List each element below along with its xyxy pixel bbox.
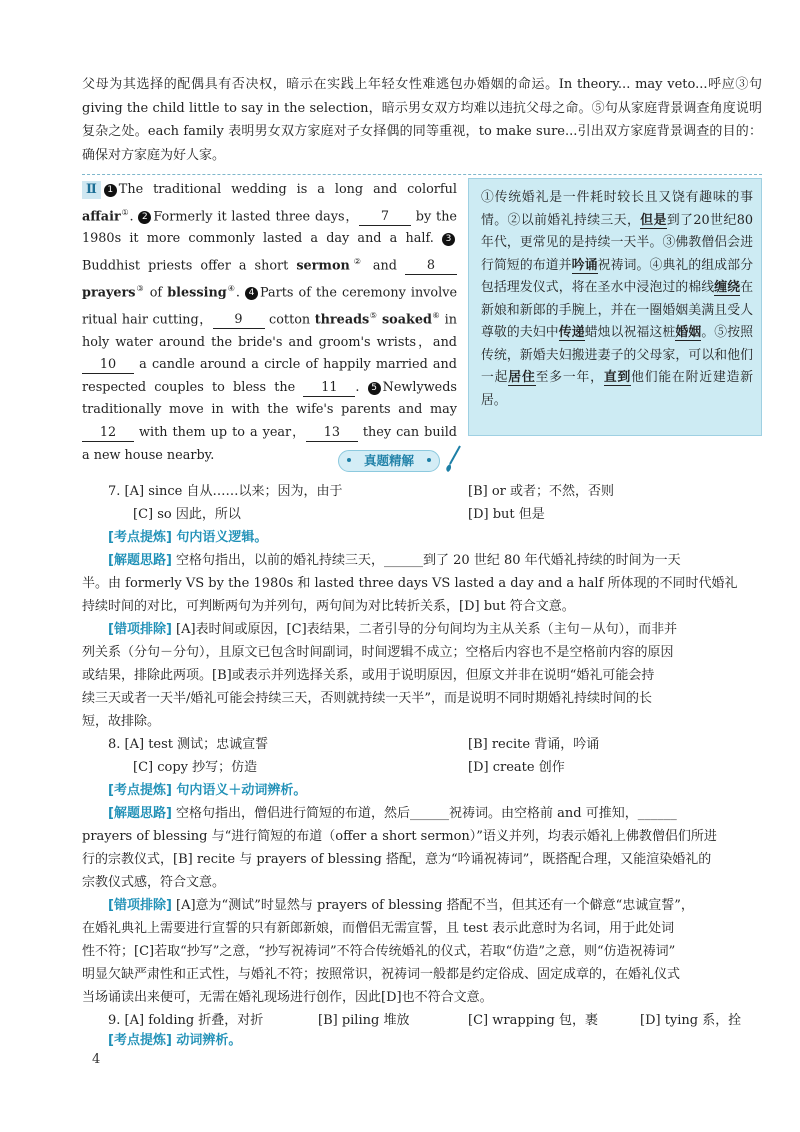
q8-key-point [108, 780, 306, 802]
answer-highlight-7: 但是 [640, 212, 667, 228]
solution-text: 空格句指出，僧侣进行简短的布道，然后______祝祷词。由空格前 and 可推知，______ [171, 806, 677, 821]
tag-label: [考点提炼] [108, 530, 172, 545]
sentence-4-end: a candle around a circle of happily married and respected couples to bless the [82, 357, 457, 395]
q8-elimination-line: 在婚礼典礼上需要进行宣誓的只有新郎新娘，而僧侣无需宣誓，且 test 表示此意时为名词，用于此处词 [82, 921, 675, 936]
sentence-5: Newlyweds traditionally move in with the wife's parents and may [82, 379, 457, 418]
answer-highlight-13: 直到 [603, 370, 632, 385]
q7-solution-line: 持续时间的对比，可判断两句为并列句，两句间为对比转折关系，[D] but 符合文意。 [82, 599, 575, 614]
answer-highlight-10: 传递 [558, 325, 585, 340]
sentence-marker-3: 3 [442, 233, 455, 246]
q8-option-a: 8. [A] test 测试；忠诚宣誓 [108, 737, 269, 752]
q8-elimination-line: 当场诵读出来便可，无需在婚礼现场进行创作，因此[D]也不符合文意。 [82, 990, 493, 1005]
q8-solution-line: prayers of blessing 与“进行简短的布道（offer a short sermon）”语义并列，均表示婚礼上佛教僧侣们所进 [82, 829, 717, 844]
sentence-2: Formerly it lasted three days， [153, 208, 359, 224]
blank-9[interactable]: 9 [213, 312, 265, 329]
translation-box [468, 178, 762, 436]
blank-11[interactable]: 11 [303, 380, 355, 397]
vocab-blessing: blessing [167, 285, 227, 301]
q7-solution-line: 半。由 formerly VS by the 1980s 和 lasted three days VS lasted a day and a half 所体现的不同时代婚礼 [82, 576, 738, 591]
elimination-text: [A]表时间或原因，[C]表结果，二者引导的分句间均为主从关系（主句－从句），而非并 [171, 622, 678, 637]
section-number: Ⅱ [82, 181, 101, 199]
sentence-marker-1: 1 [104, 184, 117, 197]
cloze-passage: Ⅱ 1 The traditional wedding is a long and colorful affair①. 2 Formerly it lasted three days， 7 by the 1980s it more commonly lasted a day and a half. 3Buddhist priests offer a short sermon② and 8 prayers③ of blessing④. 4 Parts of the ceremony involve ritual hair cutting， 9 cotton threads⑤ soaked⑥ in holy water around the bride's and groom's wrists，and 10 a candle around a circle of happily married and respected couples to bless the 11 . 5 Newlyweds traditionally move in with the wife's parents and may 12 with them up to a year， 13 they can build a new house nearby. [82, 182, 458, 463]
vocab-affair: affair [82, 208, 121, 224]
vocab-threads: threads [314, 312, 370, 328]
blank-10[interactable]: 10 [82, 357, 134, 374]
blank-13[interactable]: 13 [306, 425, 358, 442]
q8-elimination-line: 明显欠缺严肃性和正式性，与婚礼不符；按照常识，祝祷词一般都是约定俗成、固定成章的，在婚礼仪式 [82, 967, 681, 982]
q7-option-d: [D] but 但是 [468, 507, 545, 522]
translation-text: 。⑤按照传统，新婚夫妇搬进妻子的父母家，可以和他们一起 [481, 325, 754, 385]
translation-text: 至多一年， [535, 370, 604, 385]
answer-highlight-12: 居住 [508, 370, 536, 385]
q8-solution-line: 宗教仪式感，符合文意。 [82, 875, 226, 890]
solution-text: 空格句指出，以前的婚礼持续三天，______到了 20 世纪 80 年代婚礼持续的时间为一天 [171, 553, 681, 568]
q7-option-a: 7. [A] since 自从……以来；因为，由于 [108, 484, 343, 499]
sentence-marker-2: 2 [138, 211, 151, 224]
q9-option-c: [C] wrapping 包，裹 [468, 1013, 598, 1028]
tag-label: [考点提炼] [108, 783, 172, 798]
q8-solution-line: 行的宗教仪式，[B] recite 与 prayers of blessing 搭配，意为“吟诵祝祷词”，既搭配合理，又能渲染婚礼的 [82, 852, 712, 867]
key-point-text: 句内语义＋动词辨析。 [171, 783, 307, 798]
blank-7[interactable]: 7 [359, 209, 411, 226]
tag-label: [考点提炼] [108, 1033, 172, 1048]
sentence-1: The traditional wedding is a long and colorful [118, 182, 457, 197]
q7-elimination-line: 列关系（分句－分句），且原文已包含时间副词，时间逻辑不成立；空格后内容也不是空格前内容的原因 [82, 645, 674, 660]
answer-highlight-9: 缠绕 [714, 280, 741, 295]
q8-elimination-line: 性不符；[C]若取“抄写”之意，“抄写祝祷词”不符合传统婚礼的仪式，若取“仿造”之意，则“仿造祝祷词” [82, 944, 676, 959]
translation-text: 到了20世纪80年代，更常见的是持续一天半。③佛教僧侣会进行简短的布道并 [481, 212, 754, 273]
q7-option-c: [C] so 因此，所以 [133, 507, 241, 522]
translation-text: 他们能在附近建造新居。 [481, 370, 754, 408]
sentence-marker-4: 4 [245, 287, 258, 300]
page-number: 4 [92, 1052, 101, 1067]
q8-elimination-line [108, 895, 694, 917]
blank-12[interactable]: 12 [82, 425, 134, 442]
q7-solution-line [108, 550, 681, 572]
translation-text: ①传统婚礼是一件耗时较长且又饶有趣味的事情。②以前婚礼持续三天， [481, 190, 753, 228]
of-text: of [144, 285, 168, 301]
q7-elimination-line: 短，故排除。 [82, 714, 161, 729]
blank-8[interactable]: 8 [405, 258, 457, 275]
answer-highlight-8: 吟诵 [571, 257, 598, 273]
q7-elimination-line: 续三天或者一天半/婚礼可能会持续三天，否则就持续一天半”，而是说明不同时期婚礼持续时间的长 [82, 691, 653, 706]
sentence-5-rest: with them up to a year， [134, 425, 306, 440]
q8-option-b: [B] recite 背诵，吟诵 [468, 737, 600, 752]
q8-option-d: [D] create 创作 [468, 760, 565, 775]
q9-option-b: [B] piling 堆放 [318, 1013, 410, 1028]
q7-option-b: [B] or 或者；不然，否则 [468, 484, 615, 499]
section-banner [334, 450, 466, 472]
tag-label: [解题思路] [108, 806, 172, 821]
tag-label: [错项排除] [108, 622, 172, 637]
tag-label: [解题思路] [108, 553, 172, 568]
answer-highlight-11: 婚姻 [675, 325, 702, 340]
key-point-text: 动词辨析。 [171, 1033, 242, 1048]
translation-text: 蜡烛以祝福这桩 [584, 325, 676, 340]
banner-label: 真题精解 [338, 450, 440, 472]
q8-option-c: [C] copy 抄写；仿造 [133, 760, 258, 775]
vocab-prayers: prayers [82, 285, 136, 301]
q9-option-d: [D] tying 系，拴 [640, 1013, 742, 1028]
vocab-soaked: soaked [381, 312, 432, 328]
vocab-sermon: sermon [296, 258, 350, 274]
q7-key-point [108, 527, 267, 549]
elimination-text: [A]意为“测试”时显然与 prayers of blessing 搭配不当，但其还有一个僻意“忠诚宣誓”， [171, 898, 694, 913]
sentence-4: Parts of the ceremony involve ritual hair cutting， [82, 285, 458, 328]
and-text: and [364, 258, 405, 274]
sentence-4-rest: in holy water around the bride's and groom's wrists，and [82, 312, 457, 350]
brush-icon [442, 444, 464, 474]
sentence-5-end: they can build a new house nearby. [82, 425, 457, 463]
sentence-marker-5: 5 [368, 382, 381, 395]
q7-elimination-line: 或结果，排除此两项。[B]或表示并列选择关系，或用于说明原因，但原文并非在说明“婚礼可能会持 [82, 668, 655, 683]
sentence-2-rest: by the 1980s it more commonly lasted a day and a half. [82, 208, 458, 247]
q8-solution-line [108, 803, 677, 825]
translation-text: 祝祷词。④典礼的组成部分包括理发仪式，将在圣水中浸泡过的棉线 [481, 257, 754, 295]
intro-paragraph: 父母为其选择的配偶具有否决权，暗示在实践上年轻女性难逃包办婚姻的命运。In theory... may veto...呼应③句 giving the child little to say in the selection，暗示男女双方均难以违抗父母之命。⑤句从家庭背景调查角度说明复杂之处。each family 表明男女双方家庭对子女择偶的同等重视，to make sure...引出双方家庭背景调查的目的：确保对方家庭为好人家。 [82, 77, 762, 163]
sentence-3: Buddhist priests offer a short [82, 258, 297, 274]
q9-key-point [108, 1030, 241, 1052]
tag-label: [错项排除] [108, 898, 172, 913]
key-point-text: 句内语义逻辑。 [171, 530, 268, 545]
section-divider [82, 174, 762, 175]
cotton-text: cotton [264, 312, 315, 328]
translation-text: 在新娘和新郎的手腕上，并在一圈婚姻美满且受人尊敬的夫妇中 [481, 280, 754, 340]
q7-elimination-line [108, 619, 677, 641]
q9-option-a: 9. [A] folding 折叠，对折 [108, 1013, 264, 1028]
